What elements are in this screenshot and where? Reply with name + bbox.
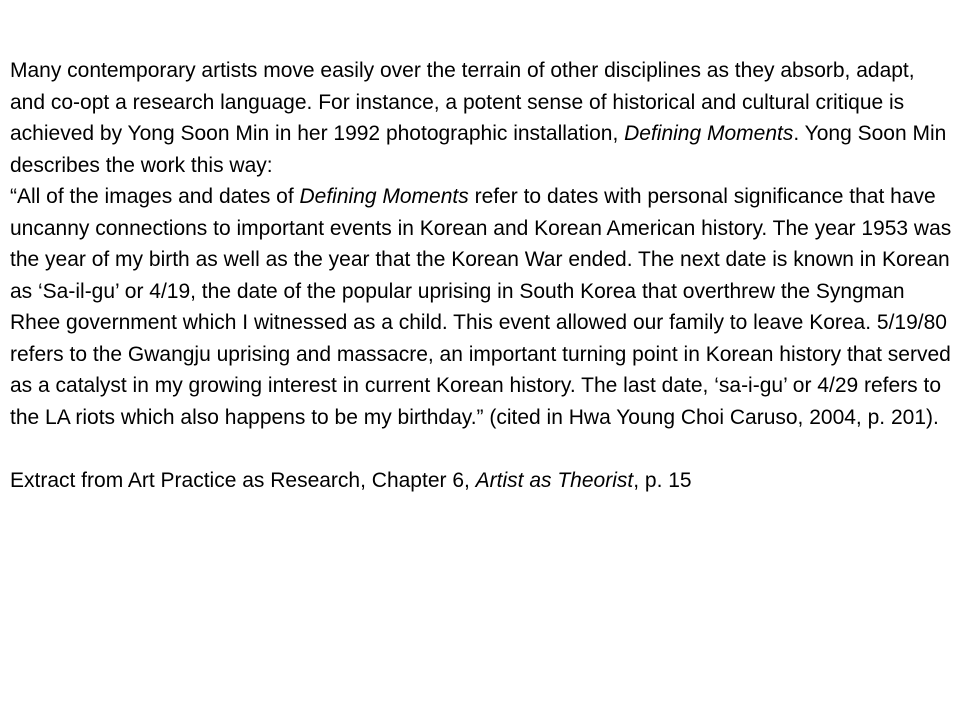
quote-text-2: refer to dates with personal significance that have uncanny connections to important events in Korean and Korean American history. The year 1953 was the year of my birth as well as the year that the Korean War ended. The next date is known in Korean as ‘Sa-il-gu’ or 4/19, the date of the popular uprising in South Korea that overthrew the Syngman Rhee government which I witnessed as a child. This event allowed our family to leave Korea. 5/19/80 refers to the Gwangju uprising and massacre, an important turning point in Korean history that served as a catalyst in my growing interest in current Korean history. The last date, ‘sa-i-gu’ or 4/29 refers to the LA riots which also happens to be my birthday.” (cited in Hwa Young Choi Caruso, 2004, p. 201). xyxy=(10,185,952,429)
source-text-2: , p. 15 xyxy=(633,468,692,492)
spacer xyxy=(10,433,955,465)
quote-paragraph xyxy=(10,181,955,433)
chapter-title: Artist as Theorist xyxy=(475,468,634,492)
text-body xyxy=(10,55,955,496)
intro-paragraph xyxy=(10,55,955,181)
artwork-title: Defining Moments xyxy=(624,122,794,145)
source-citation xyxy=(10,465,955,497)
source-text-1: Extract from Art Practice as Research, Chapter 6, xyxy=(10,468,476,492)
quote-text-1: “All of the images and dates of xyxy=(10,185,300,208)
intro-text-1: Many contemporary artists move easily over the terrain of other disciplines as they absorb, adapt, and co-opt a research language. For instance, a potent sense of historical and cultural critique is achieved by Yong Soon Min in her 1992 photographic installation, xyxy=(10,59,915,145)
quote-artwork-title: Defining Moments xyxy=(299,185,469,208)
intro-text-2: . Yong Soon Min describes the work this way: xyxy=(10,122,947,177)
